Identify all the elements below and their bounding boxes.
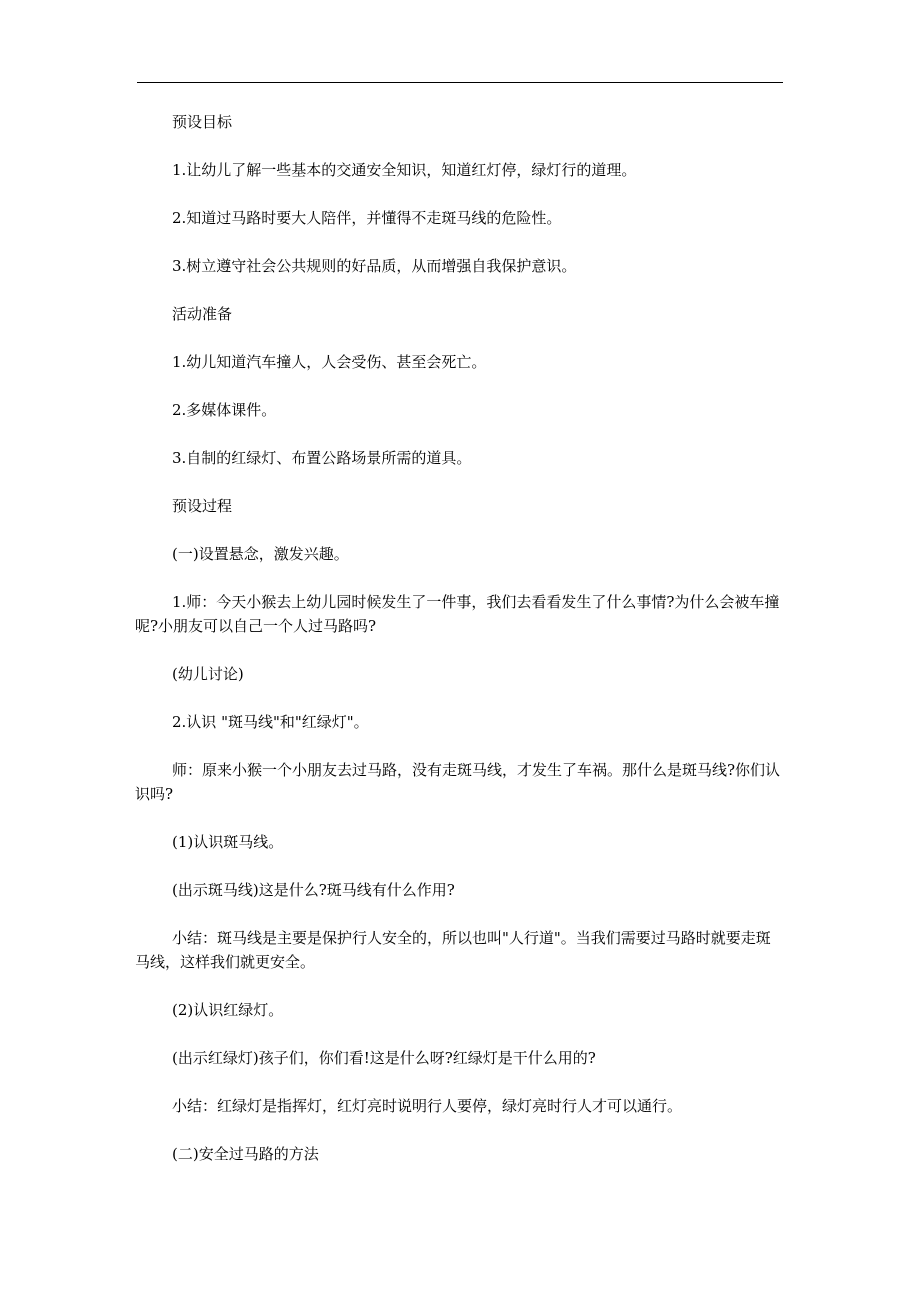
teacher-intro-paragraph: 1.师：今天小猴去上幼儿园时候发生了一件事，我们去看看发生了什么事情?为什么会被车撞呢?小朋友可以自己一个人过马路吗? — [135, 593, 780, 635]
zebra-crossing-question: (出示斑马线)这是什么?斑马线有什么作用? — [172, 881, 455, 899]
section-heading-process: 预设过程 — [172, 497, 233, 515]
goal-item-1: 1.让幼儿了解一些基本的交通安全知识，知道红灯停，绿灯行的道理。 — [172, 161, 637, 179]
preparation-item-2: 2.多媒体课件。 — [172, 401, 277, 419]
traffic-light-question: (出示红绿灯)孩子们，你们看!这是什么呀?红绿灯是干什么用的? — [172, 1049, 596, 1067]
traffic-light-summary: 小结：红绿灯是指挥灯，红灯亮时说明行人要停，绿灯亮时行人才可以通行。 — [172, 1097, 683, 1115]
traffic-light-subheading: (2)认识红绿灯。 — [172, 1001, 284, 1019]
document-body — [135, 110, 782, 1190]
process-step-2-heading: (二)安全过马路的方法 — [172, 1145, 319, 1163]
section-heading-goals: 预设目标 — [172, 113, 233, 131]
preparation-item-1: 1.幼儿知道汽车撞人，人会受伤、甚至会死亡。 — [172, 353, 487, 371]
teacher-explanation-paragraph: 师：原来小猴一个小朋友去过马路，没有走斑马线，才发生了车祸。那什么是斑马线?你们认识吗? — [135, 761, 781, 803]
section-heading-preparation: 活动准备 — [172, 305, 233, 323]
recognize-heading: 2.认识 "斑马线"和"红绿灯"。 — [172, 713, 369, 731]
goal-item-2: 2.知道过马路时要大人陪伴，并懂得不走斑马线的危险性。 — [172, 209, 562, 227]
header-rule — [137, 82, 783, 83]
children-discussion-note: (幼儿讨论) — [172, 665, 244, 683]
preparation-item-3: 3.自制的红绿灯、布置公路场景所需的道具。 — [172, 449, 472, 467]
goal-item-3: 3.树立遵守社会公共规则的好品质，从而增强自我保护意识。 — [172, 257, 577, 275]
zebra-crossing-subheading: (1)认识斑马线。 — [172, 833, 284, 851]
process-step-1-heading: (一)设置悬念，激发兴趣。 — [172, 545, 349, 563]
zebra-crossing-summary: 小结：斑马线是主要是保护行人安全的，所以也叫"人行道"。当我们需要过马路时就要走斑马线，这样我们就更安全。 — [135, 929, 771, 971]
